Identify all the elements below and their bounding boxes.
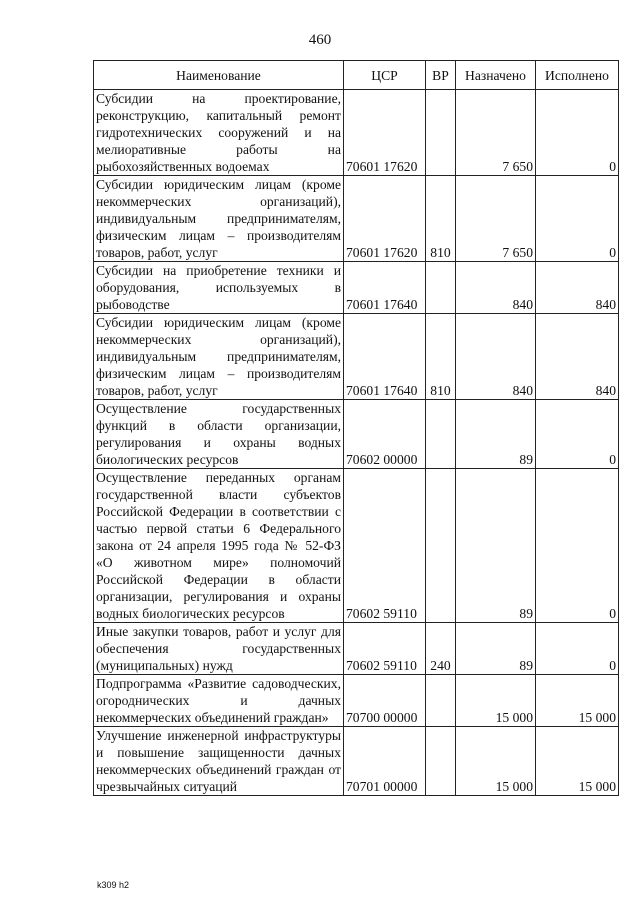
- row-name: Субсидии на приобретение техники и оборудования, используемых в рыбоводстве: [94, 262, 344, 314]
- header-assigned: Назначено: [456, 61, 536, 90]
- row-csr: 70601 17620: [344, 176, 426, 262]
- row-csr: 70602 00000: [344, 400, 426, 469]
- row-vr: 810: [426, 176, 456, 262]
- budget-table: [93, 60, 619, 796]
- table-header-row: [94, 61, 619, 90]
- row-assigned: 840: [456, 262, 536, 314]
- row-csr: 70701 00000: [344, 727, 426, 796]
- row-name: Улучшение инженерной инфраструктуры и повышение защищенности дачных некоммерческих объединений граждан от чрезвычайных ситуаций: [94, 727, 344, 796]
- header-name: Наименование: [94, 61, 344, 90]
- row-vr: 810: [426, 314, 456, 400]
- row-csr: 70601 17640: [344, 262, 426, 314]
- row-assigned: 7 650: [456, 90, 536, 176]
- row-name: Субсидии на проектирование, реконструкцию, капитальный ремонт гидротехнических сооружений и на мелиоративные работы на рыбохозяйственных водоемах: [94, 90, 344, 176]
- row-vr: [426, 727, 456, 796]
- row-name: Осуществление государственных функций в области организации, регулирования и охраны водных биологических ресурсов: [94, 400, 344, 469]
- row-assigned: 15 000: [456, 675, 536, 727]
- table-row: [94, 727, 619, 796]
- row-name: Субсидии юридическим лицам (кроме некоммерческих организаций), индивидуальным предпринимателям, физическим лицам – производителям товаров, работ, услуг: [94, 176, 344, 262]
- table-row: [94, 262, 619, 314]
- row-executed: 840: [536, 262, 619, 314]
- row-executed: 0: [536, 176, 619, 262]
- row-executed: 15 000: [536, 675, 619, 727]
- row-name: Подпрограмма «Развитие садоводческих, огороднических и дачных некоммерческих объединений граждан»: [94, 675, 344, 727]
- row-assigned: 89: [456, 400, 536, 469]
- row-executed: 0: [536, 90, 619, 176]
- row-vr: [426, 400, 456, 469]
- footer-code: k309 h2: [97, 880, 130, 890]
- row-executed: 0: [536, 400, 619, 469]
- table-row: [94, 623, 619, 675]
- row-assigned: 89: [456, 469, 536, 623]
- row-vr: 240: [426, 623, 456, 675]
- row-csr: 70601 17620: [344, 90, 426, 176]
- table-row: [94, 469, 619, 623]
- row-name: Иные закупки товаров, работ и услуг для обеспечения государственных (муниципальных) нужд: [94, 623, 344, 675]
- row-csr: 70700 00000: [344, 675, 426, 727]
- table-row: [94, 176, 619, 262]
- row-executed: 0: [536, 623, 619, 675]
- table-row: [94, 400, 619, 469]
- row-csr: 70602 59110: [344, 469, 426, 623]
- row-executed: 0: [536, 469, 619, 623]
- table-row: [94, 314, 619, 400]
- row-name: Осуществление переданных органам государственной власти субъектов Российской Федерации в соответствии с частью первой статьи 6 Федерального закона от 24 апреля 1995 года № 52-ФЗ «О животном мире» полномочий Российской Федерации в области организации, регулирования и охраны водных биологических ресурсов: [94, 469, 344, 623]
- row-csr: 70602 59110: [344, 623, 426, 675]
- row-executed: 15 000: [536, 727, 619, 796]
- row-executed: 840: [536, 314, 619, 400]
- row-csr: 70601 17640: [344, 314, 426, 400]
- row-assigned: 89: [456, 623, 536, 675]
- row-assigned: 7 650: [456, 176, 536, 262]
- table-row: [94, 90, 619, 176]
- row-vr: [426, 262, 456, 314]
- page-number: 460: [308, 32, 332, 48]
- row-vr: [426, 469, 456, 623]
- row-vr: [426, 675, 456, 727]
- row-vr: [426, 90, 456, 176]
- row-assigned: 840: [456, 314, 536, 400]
- table-row: [94, 675, 619, 727]
- header-vr: ВР: [426, 61, 456, 90]
- header-executed: Исполнено: [536, 61, 619, 90]
- row-name: Субсидии юридическим лицам (кроме некоммерческих организаций), индивидуальным предпринимателям, физическим лицам – производителям товаров, работ, услуг: [94, 314, 344, 400]
- row-assigned: 15 000: [456, 727, 536, 796]
- header-csr: ЦСР: [344, 61, 426, 90]
